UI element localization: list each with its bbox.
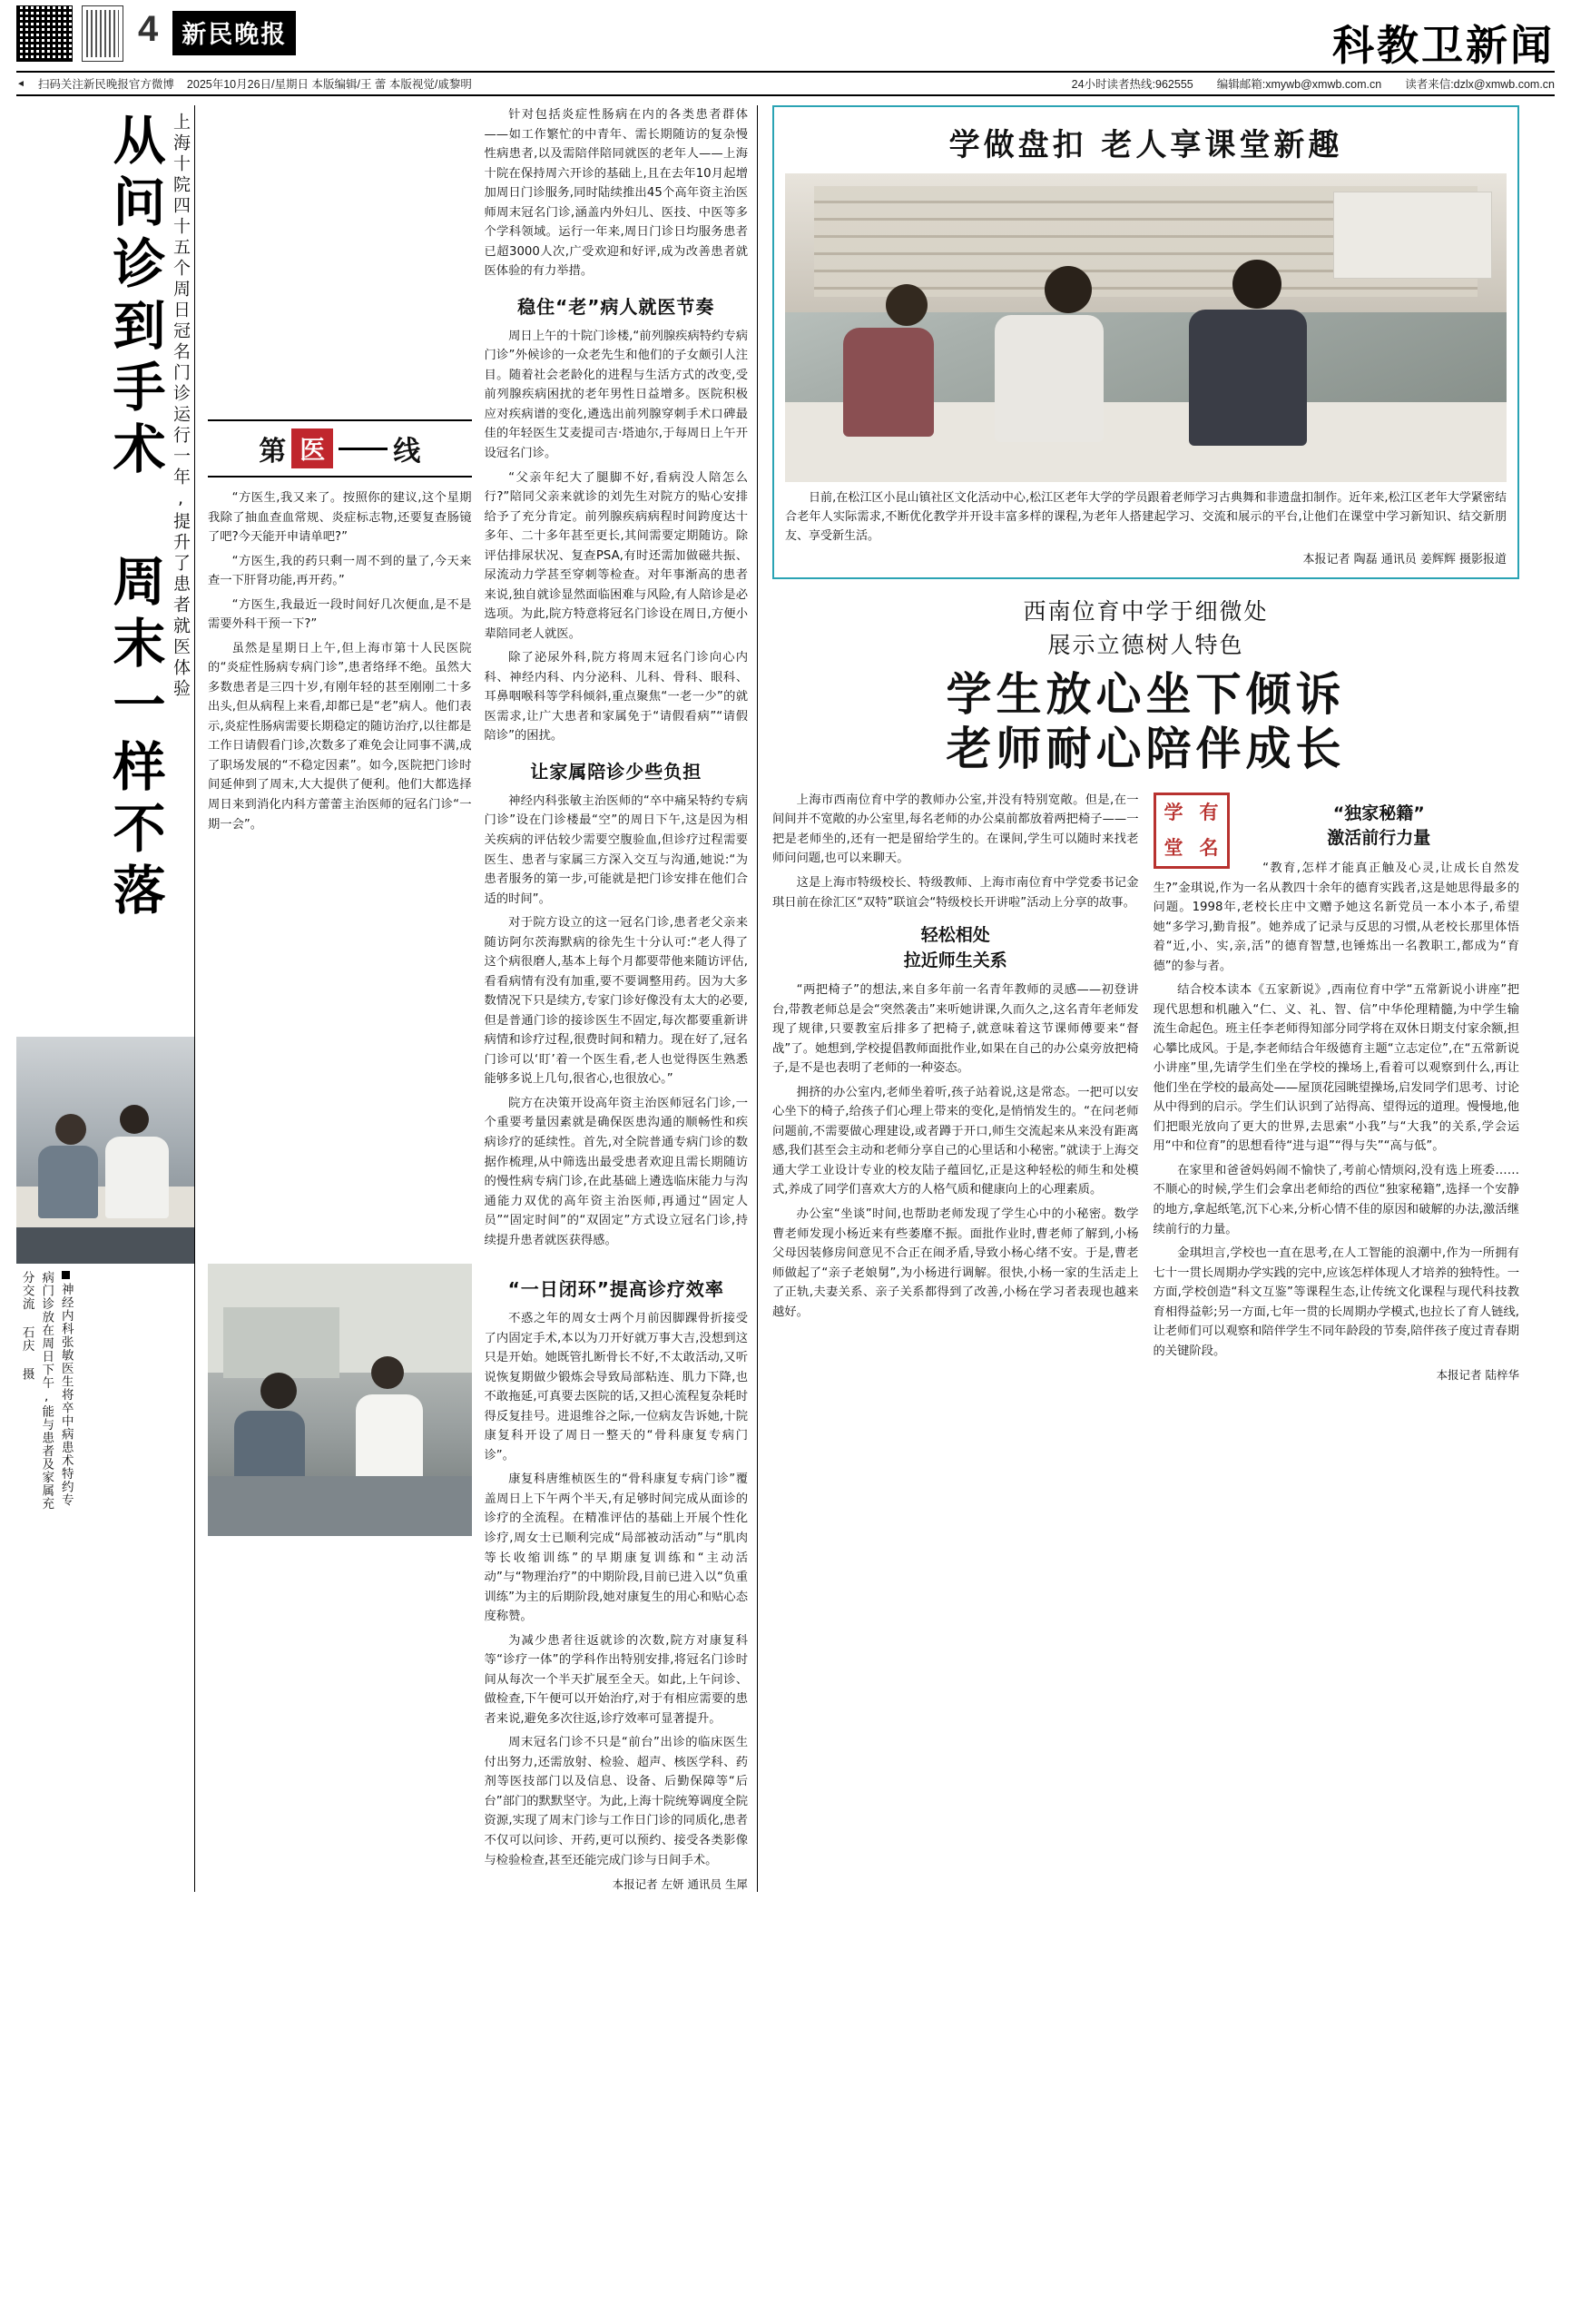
qr-code-icon[interactable] bbox=[16, 5, 73, 62]
story1-p5: 对于院方设立的这一冠名门诊,患者老父亲来随访阿尔茨海默病的徐先生十分认可:“老人得了这个病很磨人,基本上每个月都要带他来随访评估,看看病情有没有加重,要不要调整用药。因为大多数情况下只是续方,专家门诊好像没有太大的必要,但是普通门诊的接诊医生不固定,每次都要重新讲病情和诊疗过程,很费时间和精力。现在好了,冠名门诊可以‘盯’着一个医生看,老人也觉得医生熟悉能够多说上几句,很省心,也很放心。” bbox=[484, 916, 748, 1087]
story3-p4: 拥挤的办公室内,老师坐着听,孩子站着说,这是常态。一把可以安心坐下的椅子,给孩子们心理上带来的变化,是悄悄发生的。“在问老师问题前,不需要做心理建设,或者蹲于开口,师生交流起来从来没有距离感,我们甚至会主动和老师分享自己的心里话和小秘密。”就读于上海交通大学工业设计专业的校友陆子蕴回忆,正是这种轻松的师生和处模式,养成了同学们喜欢大方的人格气质和健康向上的心理素质。 bbox=[772, 1085, 1139, 1197]
story1-lead: 针对包括炎症性肠病在内的各类患者群体——如工作繁忙的中青年、需长期随访的复杂慢性病患者,以及需陪伴陪同就医的老年人——上海十院在保持周六开诊的基础上,且在去年10月起增加周日门诊服务,同时陆续推出45个高年资主治医师周末冠名门诊,涵盖内外妇儿、医技、中医等多个学科领域。运行一年来,周日门诊日均服务患者已超3000人次,广受欢迎和好评,成为改善患者就医体验的有力举措。 bbox=[484, 108, 748, 279]
story3-headline bbox=[772, 667, 1519, 776]
story3-col-2 bbox=[1154, 791, 1520, 1383]
story2-byline: 本报记者 陶磊 通讯员 姜辉辉 摄影报道 bbox=[1302, 553, 1507, 567]
right-column bbox=[757, 105, 1519, 1892]
story3-subhead-1 bbox=[772, 923, 1139, 973]
story3-subhead-2-line1: “独家秘籍” bbox=[1332, 803, 1425, 823]
story1-subhead-3: “一日闭环”提高诊疗效率 bbox=[507, 1278, 724, 1301]
story3-p5: 办公室“坐谈”时间,也帮助老师发现了学生心中的小秘密。数学曹老师发现小杨近来有些萎靡不振。面批作业时,曹老师了解到,小杨父母因装修房间意见不合正在闹矛盾,导致小杨心绪不安。于是,曹老师做起了“亲子老娘舅”,为小杨进行调解。很快,小杨一家的生活走上了正轨,夫妻关系、亲子关系都得到了改善,小杨在学习者表现也越来越好。 bbox=[772, 1207, 1139, 1319]
story2-box bbox=[772, 105, 1519, 579]
story3-p8: 在家里和爸爸妈妈闹不愉快了,考前心情烦闷,没有选上班委……不顺心的时候,学生们会拿出老师给的西位“独家秘籍”,选择一个安静的地方,拿起纸笔,沉下心来,分析心情不佳的原因和破解的办法,激活继续前行的力量。 bbox=[1153, 1163, 1519, 1236]
left-column bbox=[16, 105, 194, 1892]
page-body bbox=[0, 96, 1571, 1892]
story3-headline-line1: 学生放心坐下倾诉 bbox=[946, 667, 1346, 721]
story1-col-b bbox=[485, 105, 749, 1255]
story3-kicker bbox=[772, 596, 1519, 662]
story3-subhead-1-line2: 拉近师生关系 bbox=[903, 950, 1007, 970]
story1-paragraph-intro: 虽然是星期日上午,但上海市第十人民医院的“炎症性肠病专病门诊”,患者络绎不绝。虽然大多数患者是三四十岁,有刚年轻的甚至刚刚二十多出头,但从病程上来看,却都已是“老”病人。他们表示,炎症性肠病需要长期稳定的随访治疗,以往都是工作日请假看门诊,次数多了难免会让同事不满,成了职场发展的“不稳定因素”。如今,医院把门诊时间延伸到了周末,大大提供了便利。他们大都选择周日来到消化内科方蕾蕾主治医师的冠名门诊“一期一会”。 bbox=[208, 641, 472, 832]
section-title: 科教卫新闻 bbox=[1332, 21, 1555, 70]
story3-p1: 上海市西南位育中学的教师办公室,并没有特别宽敞。但是,在一间间并不宽敞的办公室里,每名老师的办公桌前都放着两把椅子——一把是老师坐的,还有一把是留给学生的。在课间,学生可以随时来找老师问问题,也可以来聊天。 bbox=[772, 793, 1139, 866]
story3-body bbox=[772, 791, 1519, 1383]
story1-subhead-2: 让家属陪诊少些负担 bbox=[530, 760, 702, 783]
story1-p8: 康复科唐维桢医生的“骨科康复专病门诊”覆盖周日上下午两个半天,有足够时间完成从面诊的诊疗的全流程。在精准评估的基础上开展个性化诊疗,周女士已顺利完成“局部被动活动”与“肌肉等长收缩训练”的早期康复训练和“主动活动”与“物理治疗”的中期阶段,目前已进入以“负重训练”为主的后期阶段,她对康复生的用心和贴心态度称赞。 bbox=[484, 1472, 748, 1624]
caption-marker-icon bbox=[62, 1271, 70, 1279]
middle-column bbox=[194, 105, 757, 1892]
story3-p2: 这是上海市特级校长、特级教师、上海市南位育中学党委书记金琪日前在徐汇区“双特”联谊会“特级校长开讲啦”活动上分享的故事。 bbox=[772, 876, 1139, 910]
yixian-badge: 医 bbox=[291, 428, 333, 468]
photo-neurology-image bbox=[16, 1037, 194, 1264]
story1-p6: 院方在决策开设高年资主治医师冠名门诊,一个重要考量因素就是确保医患沟通的顺畅性和疾病诊疗的延续性。首先,对全院普通专病门诊的数据作梳理,从中筛选出最受患者欢迎且需长期随访的慢性病专病门诊,在此基础上遴选临床能力与沟通能力双优的高年资主治医师,再通过“固定人员”“固定时间”的“双固定”方式设立冠名门诊,持续提升患者就医获得感。 bbox=[484, 1096, 748, 1247]
story1-bottom-text-col bbox=[485, 1264, 749, 1892]
masthead-left bbox=[16, 5, 296, 62]
hotline: 24小时读者热线:962555 bbox=[1071, 78, 1193, 91]
story1-subhead-1: 稳住“老”病人就医节奏 bbox=[517, 295, 715, 318]
story3-col-1 bbox=[772, 791, 1139, 1383]
story1-bottom bbox=[208, 1264, 748, 1892]
headline-kicker: 上海十院四十五个周日冠名门诊运行一年,提升了患者就医体验 bbox=[171, 113, 191, 700]
photo-rehab-image bbox=[208, 1264, 472, 1536]
story1-p10: 周末冠名门诊不只是“前台”出诊的临床医生付出努力,还需放射、检验、超声、核医学科、药剂等医技部门以及信息、设备、后勤保障等“后台”部门的默默坚守。为此,上海十院统筹调度全院资源,实现了周末门诊与工作日门诊的同质化,患者不仅可以问诊、开药,更可以预约、接受各类影像与检验检查,甚至还能完成门诊与日间手术。 bbox=[484, 1736, 748, 1867]
quote-1: “方医生,我又来了。按照你的建议,这个星期我除了抽血查血常规、炎症标志物,还要复查肠镜了吧?今天能开申请单吧?” bbox=[208, 491, 472, 545]
yixian-char-1: 第 bbox=[259, 436, 287, 468]
story3-p9: 金琪坦言,学校也一直在思考,在人工智能的浪潮中,作为一所拥有七十一贯长周期办学实践的完中,应该怎样体现人才培养的独特性。一方面,学校创造“科文互鉴”等课程生态,让传统文化课程与现代科技教育相得益彰;另一方面,七年一贯的长周期办学模式,也拉长了育人链线,让老师们可以观察和陪伴学生不同年龄段的节奏,陪伴孩子度过青春期的关键阶段。 bbox=[1153, 1246, 1519, 1358]
yixian-rule bbox=[339, 448, 388, 450]
page-title: 从问诊到手术 周末一样不落 bbox=[103, 113, 166, 924]
story3-headline-line2: 老师耐心陪伴成长 bbox=[946, 722, 1346, 775]
photo-neurology-caption: 神经内科张敏医生将卒中病患术特约专病门诊放在周日下午,能与患者及家属充分交流 石庆 摄 bbox=[19, 1271, 74, 1511]
story1-p7: 不惑之年的周女士两个月前因脚踝骨折接受了内固定手术,本以为刀开好就万事大吉,没想到这只是开始。她既管扎断骨长不好,不太敢活动,又听说恢复期做少锻炼会导致局部粘连、肌力下降,也不敢拖延,可真要去医院的话,又担心流程复杂耗时得反复挂号。进退维谷之际,一位病友告诉她,十院康复科开设了周日一整天的“骨科康复专病门诊”。 bbox=[484, 1312, 748, 1462]
story2-caption: 日前,在松江区小昆山镇社区文化活动中心,松江区老年大学的学员跟着老师学习古典舞和非遗盘扣制作。近年来,松江区老年大学紧密结合老年人实际需求,不断优化教学并开设丰富多样的课程,为老年人搭建起学习、交流和展示的平台,让他们在课堂中学习新知识、结交新朋友、享受新生活。 bbox=[785, 491, 1507, 543]
photo-neurology bbox=[16, 1037, 194, 1516]
story2-title: 学做盘扣 老人享课堂新趣 bbox=[948, 127, 1343, 163]
seal-icon: 学 有 堂 名 bbox=[1154, 793, 1230, 869]
quote-2: “方医生,我的药只剩一周不到的量了,今天来查一下肝肾功能,再开药。” bbox=[208, 554, 472, 588]
page-number: 4 bbox=[138, 9, 159, 49]
yixian-char-3: 线 bbox=[393, 436, 421, 468]
story3-subhead-1-line1: 轻松相处 bbox=[920, 925, 990, 946]
vertical-headline-block bbox=[16, 113, 194, 1020]
story3-p6: “教育,怎样才能真正触及心灵,让成长自然发生?”金琪说,作为一名从教四十余年的德育实践者,这是她思得最多的问题。1998年,老校长庄中文赠予她这名新党员一本小本子,希望她“多学习,勤肯报”。她养成了记录与反思的习惯,从老校长那里体悟着“近,小、实,亲,活”的德育智慧,也锤炼出一名教职工,都成为“育德”的参与者。 bbox=[1153, 861, 1519, 973]
yixian-logo bbox=[208, 419, 472, 478]
barcode-icon bbox=[82, 5, 123, 62]
date-line: 2025年10月26日/星期日 本版编辑/王 蕾 本版视觉/戚黎明 bbox=[186, 78, 472, 91]
story1-quotes bbox=[208, 488, 472, 834]
story3-byline: 本报记者 陆梓华 bbox=[1436, 1368, 1519, 1383]
story1-p9: 为减少患者往返就诊的次数,院方对康复科等“诊疗一体”的学科作出特别安排,将冠名门诊时间从每次一个半天扩展至全天。如此,上午问诊、做检查,下午便可以开始治疗,对于有相应需要的患者来说,避免多次往返,诊疗效率可显著提升。 bbox=[484, 1633, 748, 1726]
story3-p7: 结合校本读本《五家新说》,西南位育中学“五常新说小讲座”把现代思想和机融入“仁、义、礼、智、信”中华伦理精髓,为中学生输流生命起色。班主任李老师得知部分同学将在双休日期支付家余额,担心攀比成风。于是,李老师结合年级德育主题“立志定位”,在“五常新说小讲座”里,先请学生们坐在学校的操场上,看着可以观察到什么,再让他们坐在学校的最高处——屋顶花园眺望操场,启发同学们思考、讨论从中得到的启示。学生们认识到了站得高、望得远的道理。慢慢地,他们把眼光放向了更大的世界,去思索“小我”与“大我”的关系,学会运用“中和位育”的思想看待“进与退”“得与失”“高与低”。 bbox=[1153, 983, 1519, 1154]
story3-p3: “两把椅子”的想法,来自多年前一名青年教师的灵感——初登讲台,带教老师总是会“突然袭击”来听她讲课,久而久之,这名青年老师发现了规律,只要教室后排多了把椅子,就意味着这节课师傅要来“督战”了。她想到,学校提倡教师面批作业,如果在自己的办公桌旁放把椅子,是不是也表明了老师的一种姿态。 bbox=[772, 983, 1139, 1076]
masthead-subline bbox=[16, 73, 1555, 96]
qr-note-marker: ◄ bbox=[16, 78, 25, 89]
story1-byline: 本报记者 左妍 通讯员 生犀 bbox=[612, 1877, 748, 1892]
story3-kicker-line2: 展示立德树人特色 bbox=[1047, 631, 1244, 658]
story1-columns bbox=[208, 105, 748, 1255]
story3-kicker-line1: 西南位育中学于细微处 bbox=[1023, 598, 1269, 625]
story1-p3: 除了泌尿外科,院方将周末冠名门诊向心内科、神经内科、内分泌科、儿科、骨科、眼科、耳鼻咽喉科等学科倾斜,重点聚焦“一老一少”的就医需求,让广大患者和家属免于“请假看病”“请假陪诊”的困扰。 bbox=[484, 651, 748, 743]
story1-col-a bbox=[208, 105, 472, 1255]
story1-bottom-photo-col bbox=[208, 1264, 472, 1892]
editor-mail[interactable]: 编辑邮箱:xmywb@xmwb.com.cn bbox=[1216, 78, 1382, 91]
reader-mail[interactable]: 读者来信:dzlx@xmwb.com.cn bbox=[1405, 78, 1555, 91]
story1-p1: 周日上午的十院门诊楼,“前列腺疾病特约专病门诊”外候诊的一众老先生和他们的子女颇引人注目。随着社会老龄化的进程与生活方式的改变,受前列腺疾病困扰的老年男性日益增多。医院积极应对疾病谱的变化,遴选出前列腺穿刺手术口碑最佳的年轻医生艾麦提司吉·塔迪尔,于每周日上午开设冠名门诊。 bbox=[484, 329, 748, 460]
story1-p4: 神经内科张敏主治医师的“卒中痛呆特约专病门诊”设在门诊楼最“空”的周日下午,这是因为相关疾病的评估较少需要空腹验血,但诊疗过程需要医生、患者与家属三方深入交互与沟通,她说:“为患者服务的第一步,可能就是把门诊安排在他们合适的时间”。 bbox=[484, 793, 748, 906]
story3-subhead-2-line2: 激活前行力量 bbox=[1327, 828, 1431, 849]
masthead bbox=[0, 0, 1571, 71]
story2-photo bbox=[785, 173, 1507, 482]
story1-p2: “父亲年纪大了腿脚不好,看病没人陪怎么行?”陪同父亲来就诊的刘先生对院方的贴心安排给予了充分肯定。前列腺疾病病程时间跨度达十多年、二十多年甚至更长,其间需要定期随访。除评估排尿状况、复查PSA,有时还需加做磁共振、尿流动力学甚至穿刺等检查。对年事渐高的患者来说,独自就诊显然面临困难与风险,有人陪诊是必选项。为此,院方特意将冠名门诊设在周日,方便小辈陪同老人就医。 bbox=[484, 470, 748, 641]
quote-3: “方医生,我最近一段时间好几次便血,是不是需要外科干预一下?” bbox=[208, 597, 472, 632]
qr-note: 扫码关注新民晚报官方微博 bbox=[37, 78, 174, 91]
paper-name: 新民晚报 bbox=[172, 11, 296, 55]
